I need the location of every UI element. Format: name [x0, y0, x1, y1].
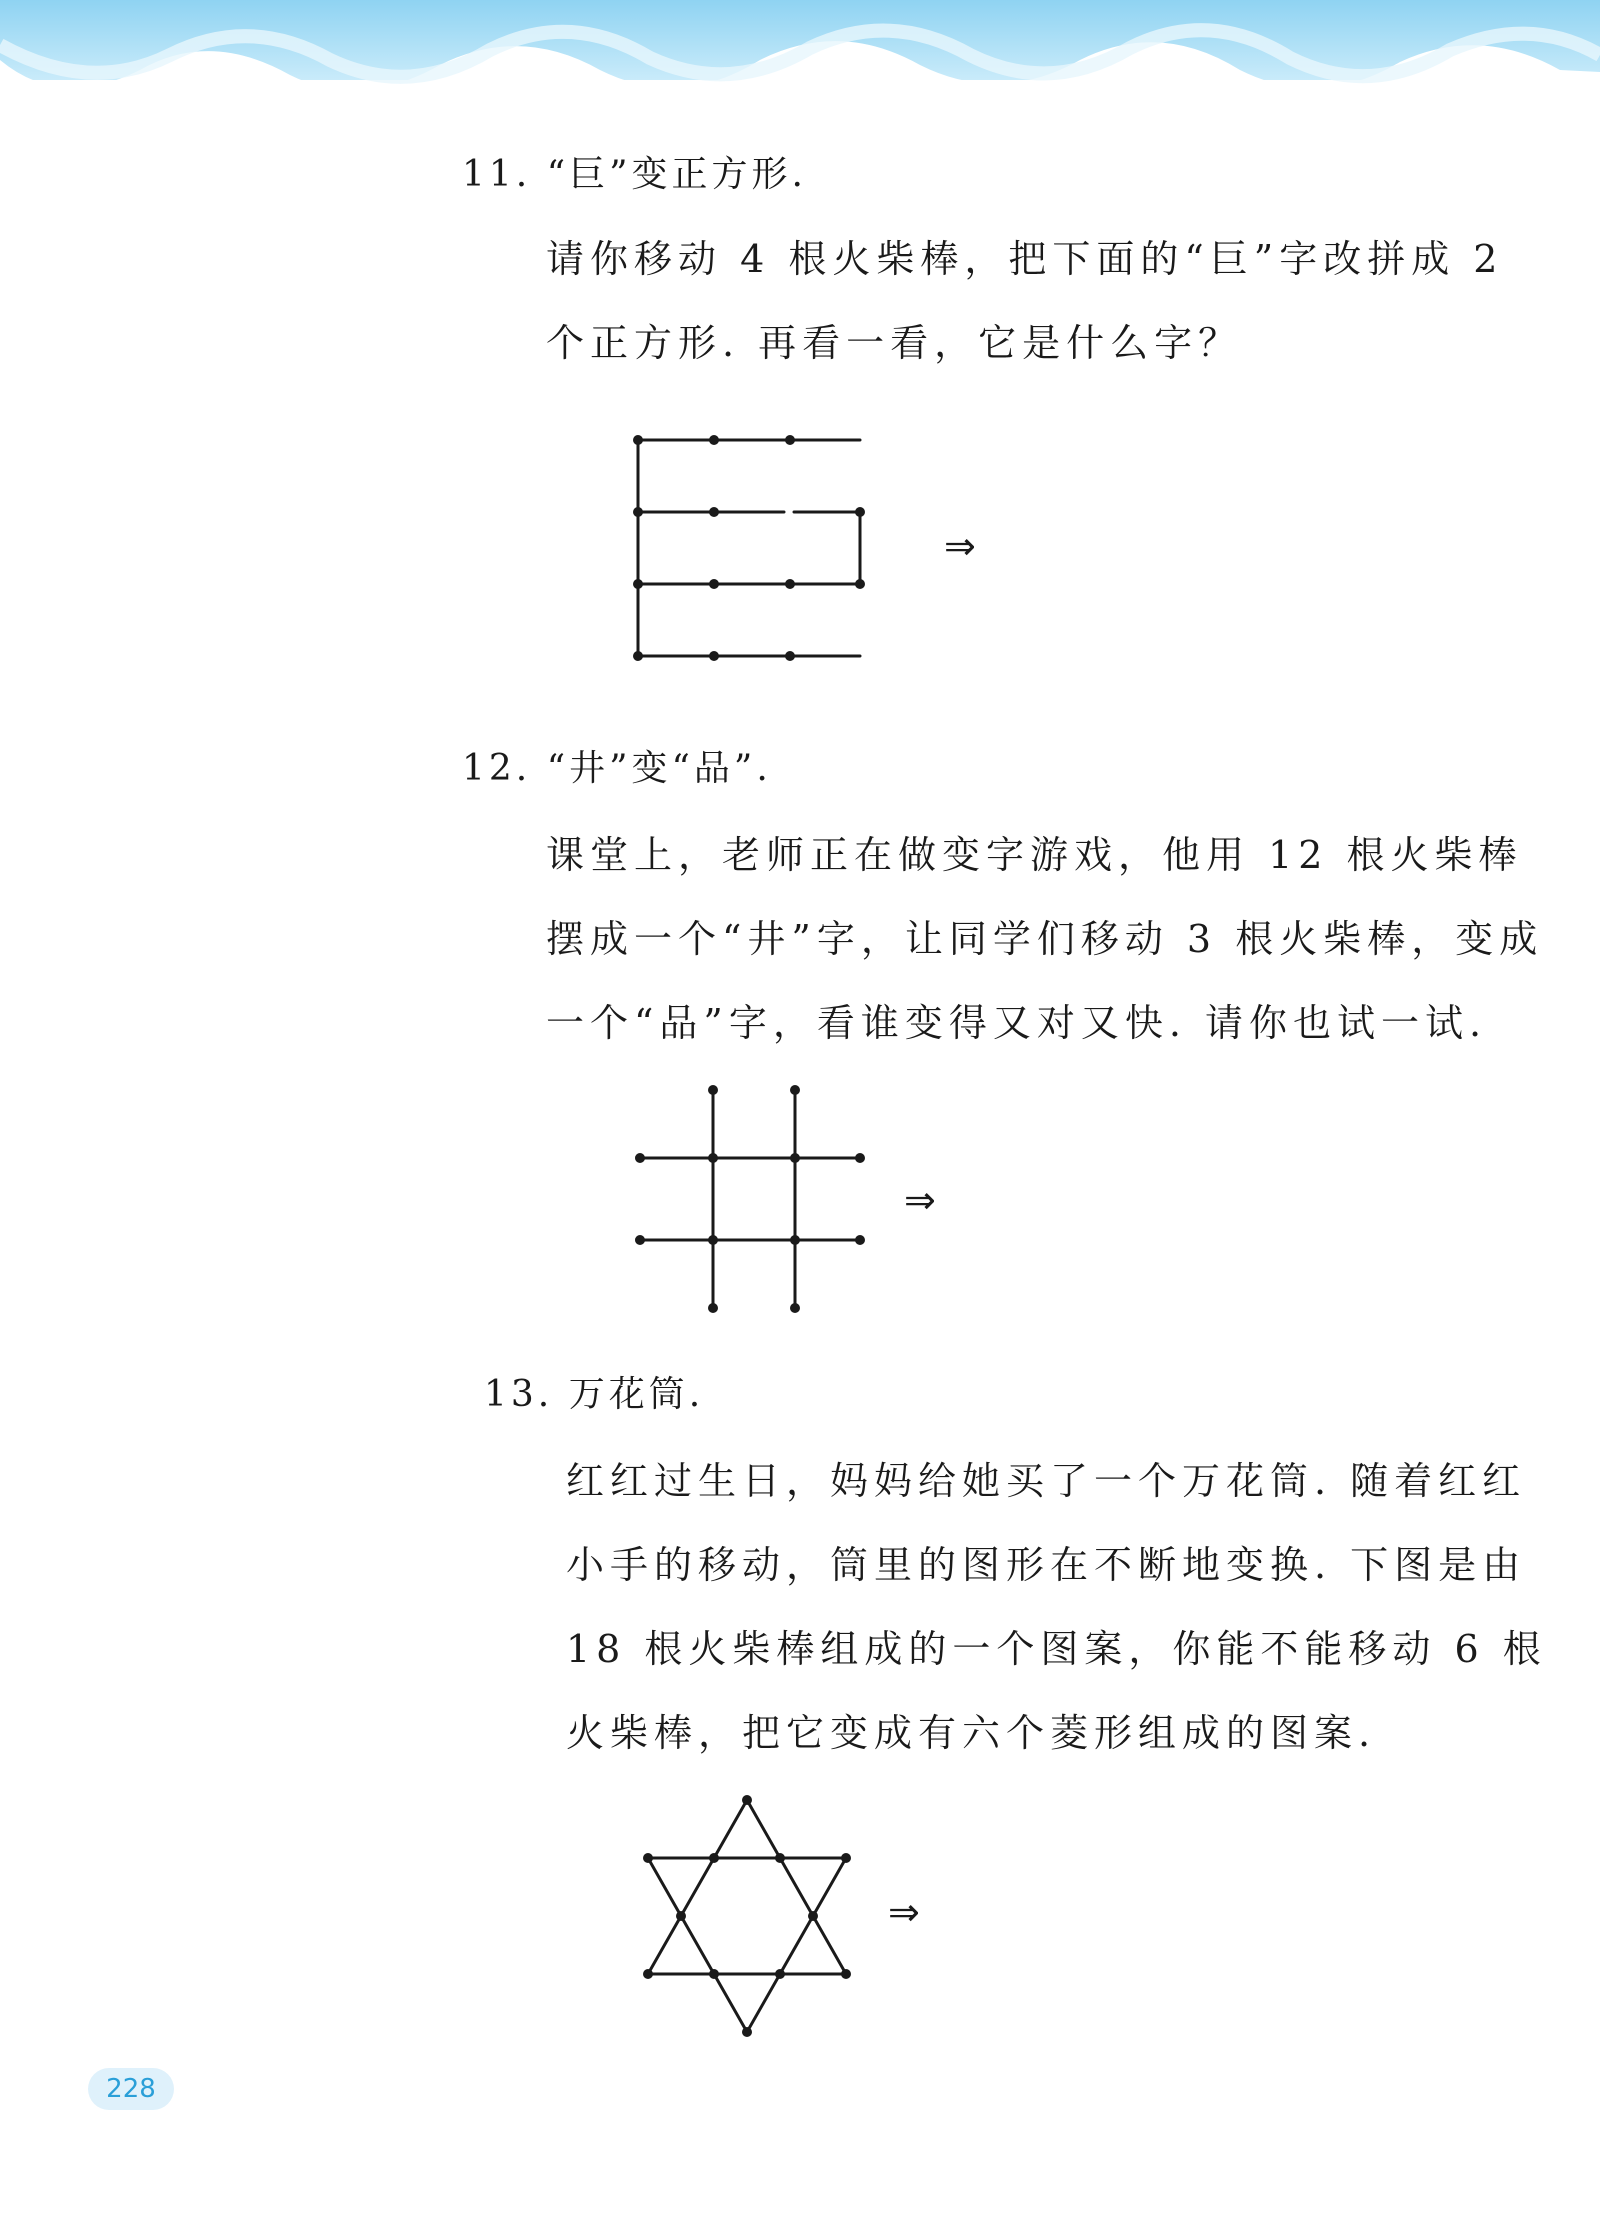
problem-12-line-3: 一个“品”字，看谁变得又对又快. 请你也试一试. — [546, 1001, 1488, 1045]
page-number-badge: 228 — [88, 2068, 174, 2110]
problem-13-line-1: 红红过生日，妈妈给她买了一个万花筒. 随着红红 — [566, 1459, 1527, 1503]
jing-character-matchstick-figure — [620, 1080, 880, 1320]
problem-12-arrow: ⇒ — [904, 1178, 936, 1222]
problem-13-arrow: ⇒ — [888, 1890, 920, 1934]
header-cloud-band — [0, 0, 1600, 150]
problem-12-line-1: 课堂上，老师正在做变字游戏，他用 12 根火柴棒 — [546, 833, 1523, 877]
problem-11-line-1: 请你移动 4 根火柴棒，把下面的“巨”字改拼成 2 — [546, 237, 1504, 281]
problem-12-line-2: 摆成一个“井”字，让同学们移动 3 根火柴棒，变成 — [546, 917, 1544, 961]
problem-13-line-4: 火柴棒，把它变成有六个菱形组成的图案. — [566, 1711, 1377, 1755]
problem-13-line-3: 18 根火柴棒组成的一个图案，你能不能移动 6 根 — [566, 1627, 1547, 1671]
problem-13-title: 13. 万花筒. — [484, 1374, 705, 1415]
ju-character-matchstick-figure — [620, 420, 880, 670]
problem-11-line-2: 个正方形. 再看一看，它是什么字？ — [546, 321, 1243, 365]
problem-11-arrow: ⇒ — [944, 524, 976, 568]
star-matchstick-figure — [630, 1786, 860, 2048]
problem-11-title: 11. “巨”变正方形. — [462, 154, 807, 195]
problem-12-title: 12. “井”变“品”. — [462, 748, 772, 789]
problem-13-line-2: 小手的移动，筒里的图形在不断地变换. 下图是由 — [566, 1543, 1527, 1587]
